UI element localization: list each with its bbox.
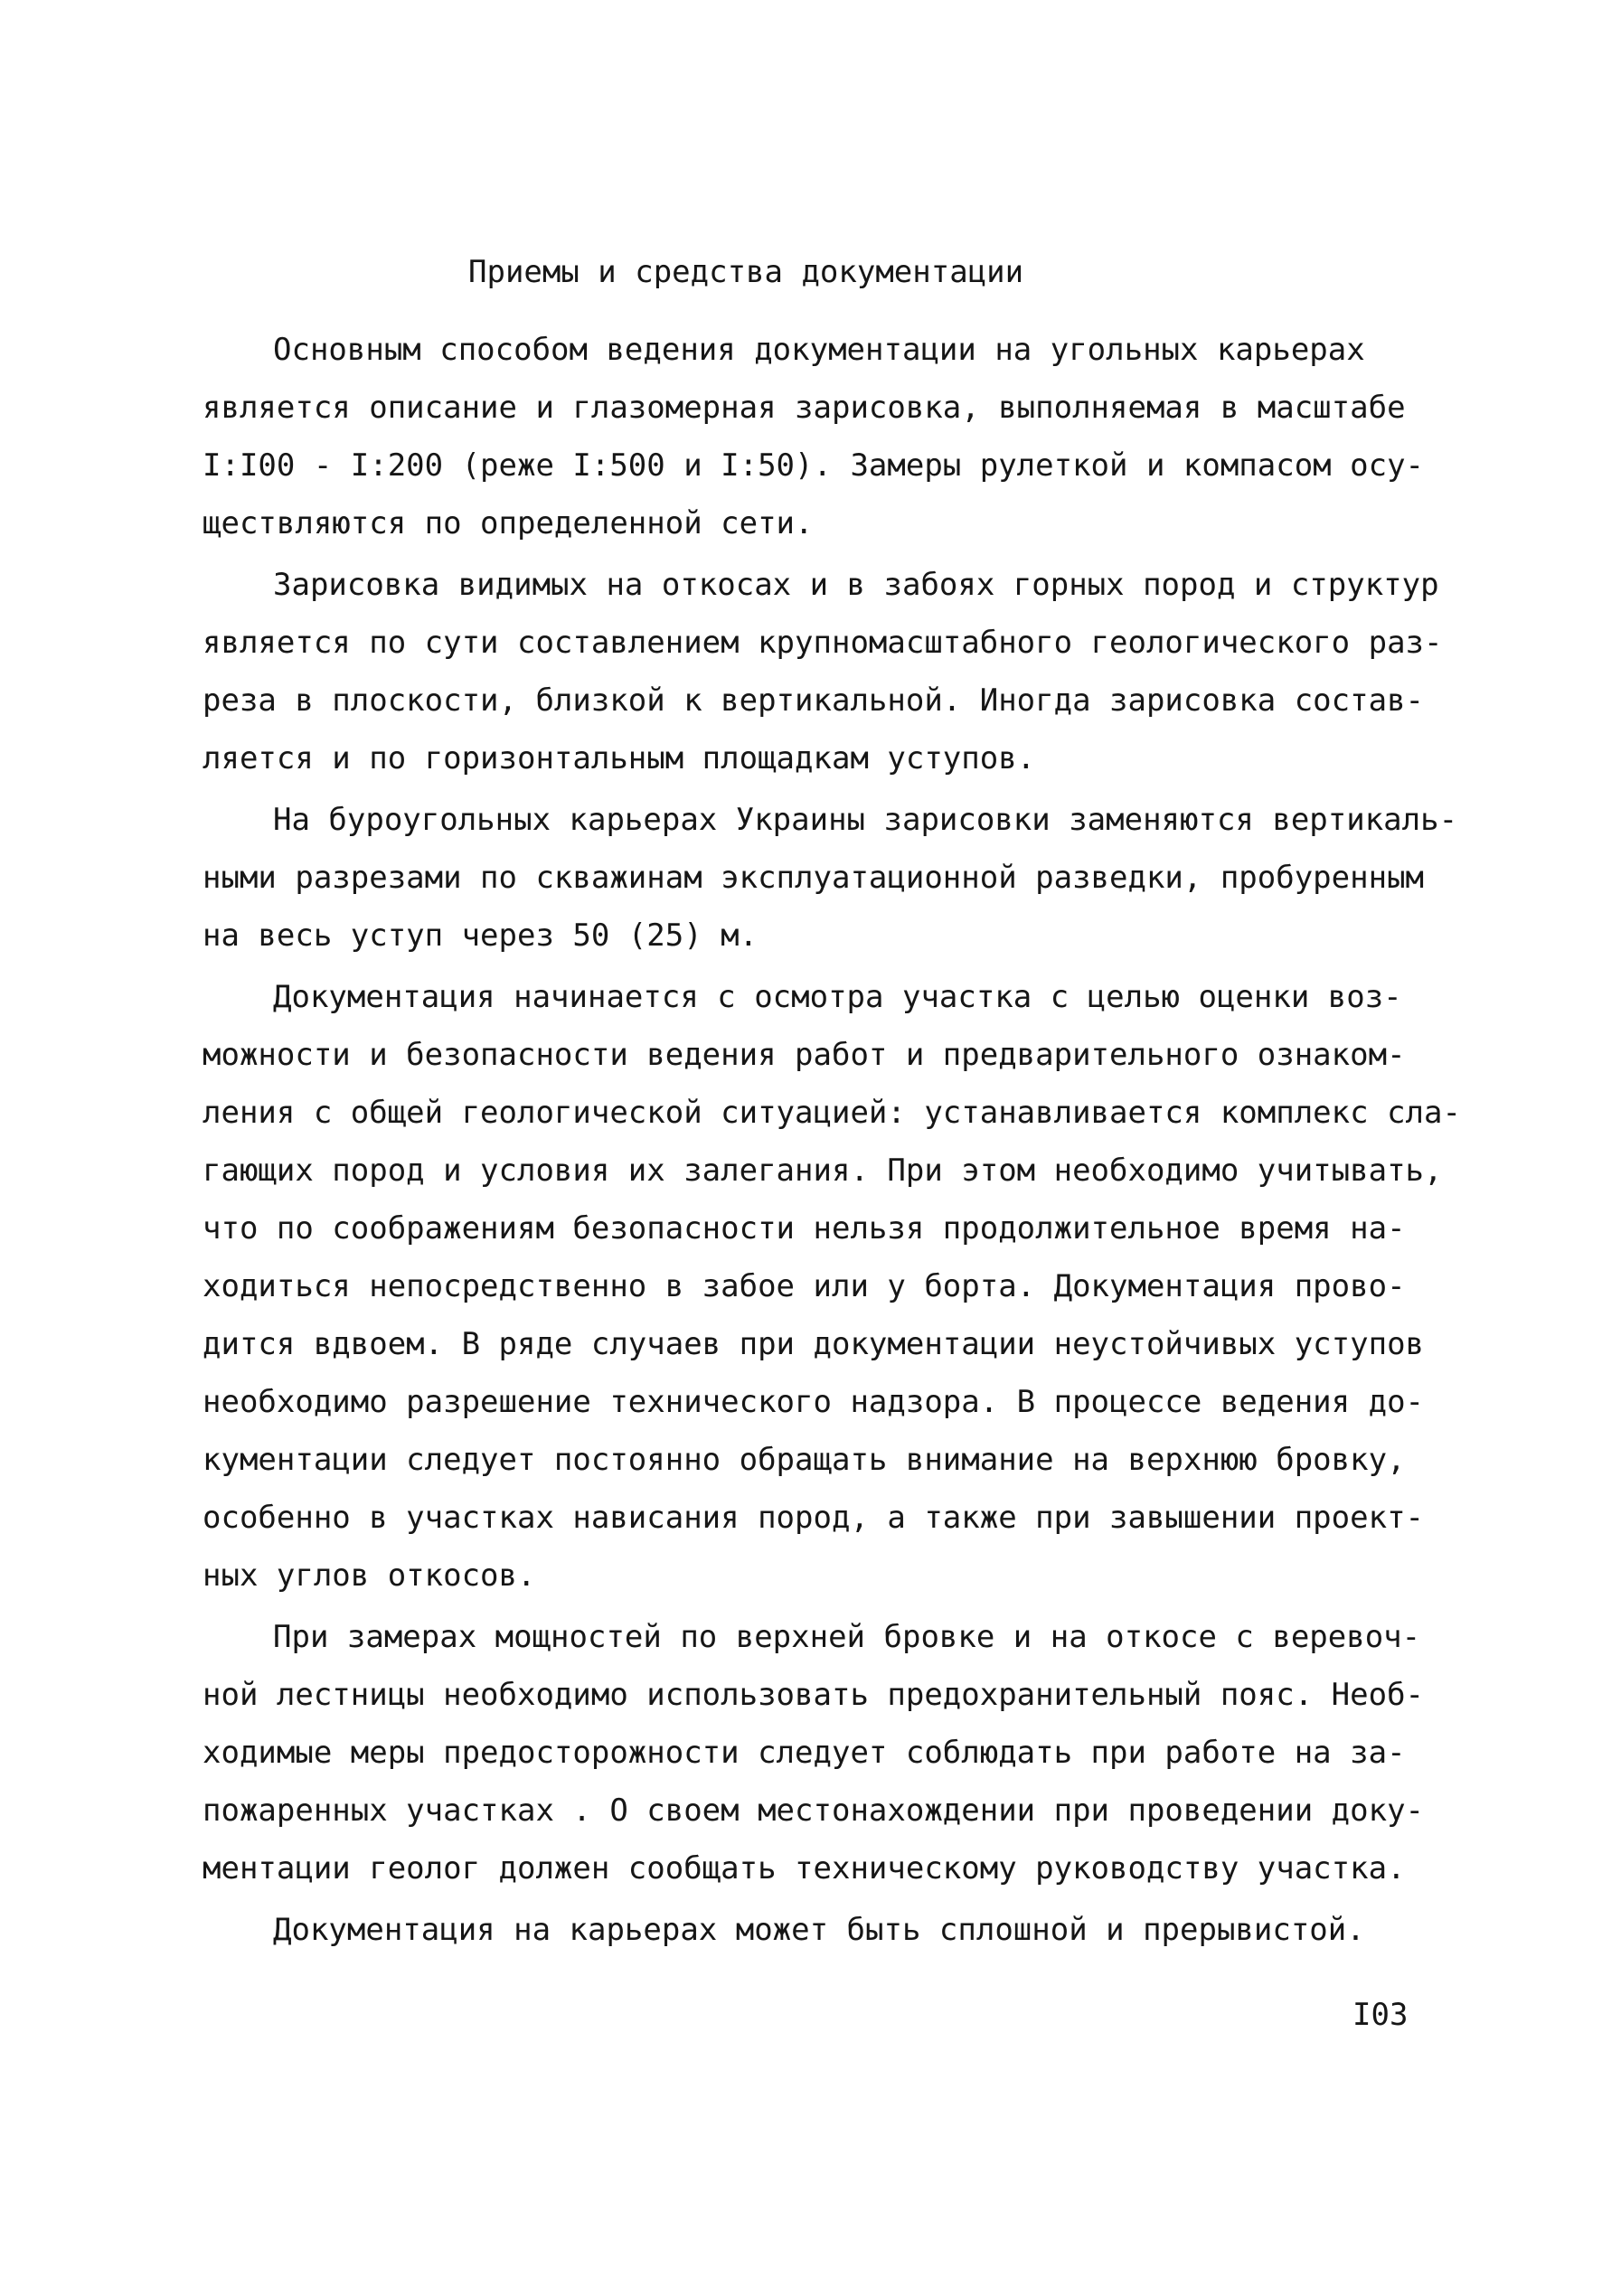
paragraph-5-line-4: пожаренных участках . О своем местонахождении при проведении доку-: [203, 1793, 1425, 1829]
paragraph-4-line-7: дится вдвоем. В ряде случаев при документации неустойчивых уступов: [203, 1326, 1425, 1362]
paragraph-5-line-1: При замерах мощностей по верхней бровке и на откосе с веревоч-: [273, 1619, 1421, 1655]
paragraph-5-line-5: ментации геолог должен сообщать техническому руководству участка.: [203, 1850, 1406, 1887]
paragraph-2-line-3: реза в плоскости, близкой к вертикальной. Иногда зарисовка состав-: [203, 682, 1425, 719]
paragraph-4-line-5: что по соображениям безопасности нельзя продолжительное время на-: [203, 1210, 1406, 1247]
paragraph-3-line-3: на весь уступ через 50 (25) м.: [203, 917, 759, 954]
paragraph-5-line-2: ной лестницы необходимо использовать предохранительный пояс. Необ-: [203, 1677, 1425, 1713]
paragraph-1-line-4: ществляются по определенной сети.: [203, 505, 814, 541]
page-number: I03: [1352, 1997, 1409, 2033]
paragraph-4-line-10: особенно в участках нависания пород, а также при завышении проект-: [203, 1500, 1425, 1536]
paragraph-4-line-11: ных углов откосов.: [203, 1557, 536, 1594]
paragraph-4-line-3: ления с общей геологической ситуацией: устанавливается комплекс сла-: [203, 1095, 1461, 1131]
paragraph-2-line-2: является по сути составлением крупномасштабного геологического раз-: [203, 625, 1443, 661]
paragraph-2-line-4: ляется и по горизонтальным площадкам уступов.: [203, 740, 1036, 776]
page-title: Приемы и средства документации: [468, 254, 1024, 290]
paragraph-1-line-3: I:I00 - I:200 (реже I:500 и I:50). Замеры рулеткой и компасом осу-: [203, 447, 1425, 484]
paragraph-3-line-2: ными разрезами по скважинам эксплуатационной разведки, пробуренным: [203, 860, 1425, 896]
paragraph-1-line-1: Основным способом ведения документации на угольных карьерах: [273, 332, 1365, 368]
paragraph-4-line-8: необходимо разрешение технического надзора. В процессе ведения до-: [203, 1384, 1425, 1420]
paragraph-4-line-4: гающих пород и условия их залегания. При этом необходимо учитывать,: [203, 1153, 1443, 1189]
paragraph-1-line-2: является описание и глазомерная зарисовка, выполняемая в масштабе: [203, 390, 1406, 426]
paragraph-6-line-1: Документация на карьерах может быть сплошной и прерывистой.: [273, 1912, 1365, 1948]
paragraph-2-line-1: Зарисовка видимых на откосах и в забоях горных пород и структур: [273, 567, 1439, 603]
paragraph-4-line-2: можности и безопасности ведения работ и предварительного ознаком-: [203, 1037, 1406, 1073]
paragraph-5-line-3: ходимые меры предосторожности следует соблюдать при работе на за-: [203, 1735, 1406, 1771]
paragraph-4-line-9: кументации следует постоянно обращать внимание на верхнюю бровку,: [203, 1442, 1406, 1478]
paragraph-4-line-1: Документация начинается с осмотра участка с целью оценки воз-: [273, 979, 1402, 1015]
paragraph-3-line-1: На буроугольных карьерах Украины зарисовки заменяются вертикаль-: [273, 802, 1458, 838]
paragraph-4-line-6: ходиться непосредственно в забое или у борта. Документация прово-: [203, 1268, 1406, 1304]
